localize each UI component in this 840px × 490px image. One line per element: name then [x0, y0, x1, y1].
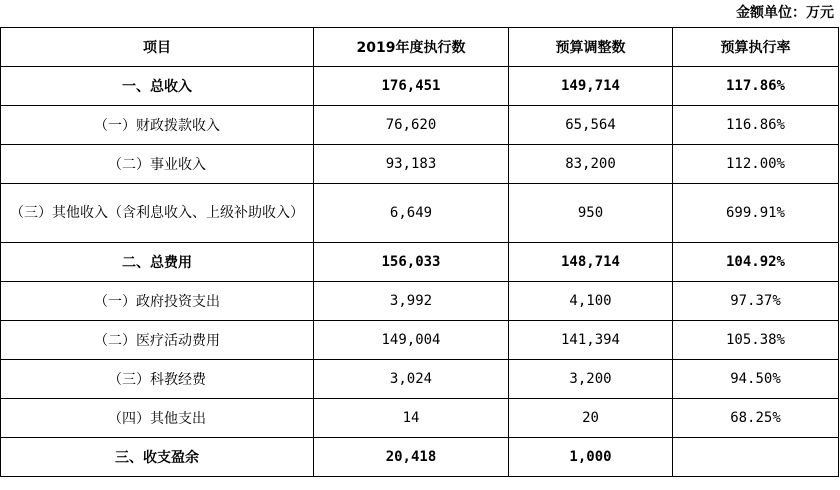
table-row — [1, 360, 839, 399]
table-row — [1, 67, 839, 106]
row-budget-cell: 950 — [509, 184, 673, 243]
header-actual: 2019年度执行数 — [314, 28, 509, 67]
table-row — [1, 399, 839, 438]
row-item-cell: （四）其他支出 — [1, 399, 314, 438]
row-actual-cell: 3,024 — [314, 360, 509, 399]
row-item-cell: 一、总收入 — [1, 67, 314, 106]
unit-label: 金额单位：万元 — [736, 5, 834, 21]
table-row — [1, 321, 839, 360]
row-actual-cell: 176,451 — [314, 67, 509, 106]
row-rate-cell: 112.00% — [673, 145, 839, 184]
row-rate-cell: 116.86% — [673, 106, 839, 145]
row-item-cell: （一）政府投资支出 — [1, 282, 314, 321]
row-actual-cell: 149,004 — [314, 321, 509, 360]
row-item-cell: （三）其他收入（含利息收入、上级补助收入） — [1, 184, 314, 243]
row-actual-cell: 93,183 — [314, 145, 509, 184]
row-budget-cell: 65,564 — [509, 106, 673, 145]
table-body — [1, 67, 839, 477]
row-rate-cell: 699.91% — [673, 184, 839, 243]
row-actual-cell: 6,649 — [314, 184, 509, 243]
table-row — [1, 145, 839, 184]
row-budget-cell: 20 — [509, 399, 673, 438]
row-rate-cell: 117.86% — [673, 67, 839, 106]
header-budget: 预算调整数 — [509, 28, 673, 67]
row-budget-cell: 4,100 — [509, 282, 673, 321]
table-row — [1, 106, 839, 145]
row-item-cell: 三、收支盈余 — [1, 438, 314, 477]
row-actual-cell: 76,620 — [314, 106, 509, 145]
row-item-cell: 二、总费用 — [1, 243, 314, 282]
row-budget-cell: 83,200 — [509, 145, 673, 184]
table-row — [1, 282, 839, 321]
row-actual-cell: 156,033 — [314, 243, 509, 282]
row-budget-cell: 3,200 — [509, 360, 673, 399]
row-budget-cell: 148,714 — [509, 243, 673, 282]
row-budget-cell: 141,394 — [509, 321, 673, 360]
header-item: 项目 — [1, 28, 314, 67]
row-actual-cell: 20,418 — [314, 438, 509, 477]
row-item-cell: （一）财政拨款收入 — [1, 106, 314, 145]
row-item-cell: （二）事业收入 — [1, 145, 314, 184]
header-rate: 预算执行率 — [673, 28, 839, 67]
table-row — [1, 243, 839, 282]
row-rate-cell — [673, 438, 839, 477]
row-rate-cell: 68.25% — [673, 399, 839, 438]
row-actual-cell: 3,992 — [314, 282, 509, 321]
row-item-cell: （二）医疗活动费用 — [1, 321, 314, 360]
table-header-row — [1, 28, 839, 67]
table-row — [1, 438, 839, 477]
row-rate-cell: 97.37% — [673, 282, 839, 321]
budget-table — [0, 27, 839, 477]
row-budget-cell: 1,000 — [509, 438, 673, 477]
row-item-cell: （三）科教经费 — [1, 360, 314, 399]
row-rate-cell: 105.38% — [673, 321, 839, 360]
row-rate-cell: 94.50% — [673, 360, 839, 399]
row-actual-cell: 14 — [314, 399, 509, 438]
table-row — [1, 184, 839, 243]
row-rate-cell: 104.92% — [673, 243, 839, 282]
row-budget-cell: 149,714 — [509, 67, 673, 106]
